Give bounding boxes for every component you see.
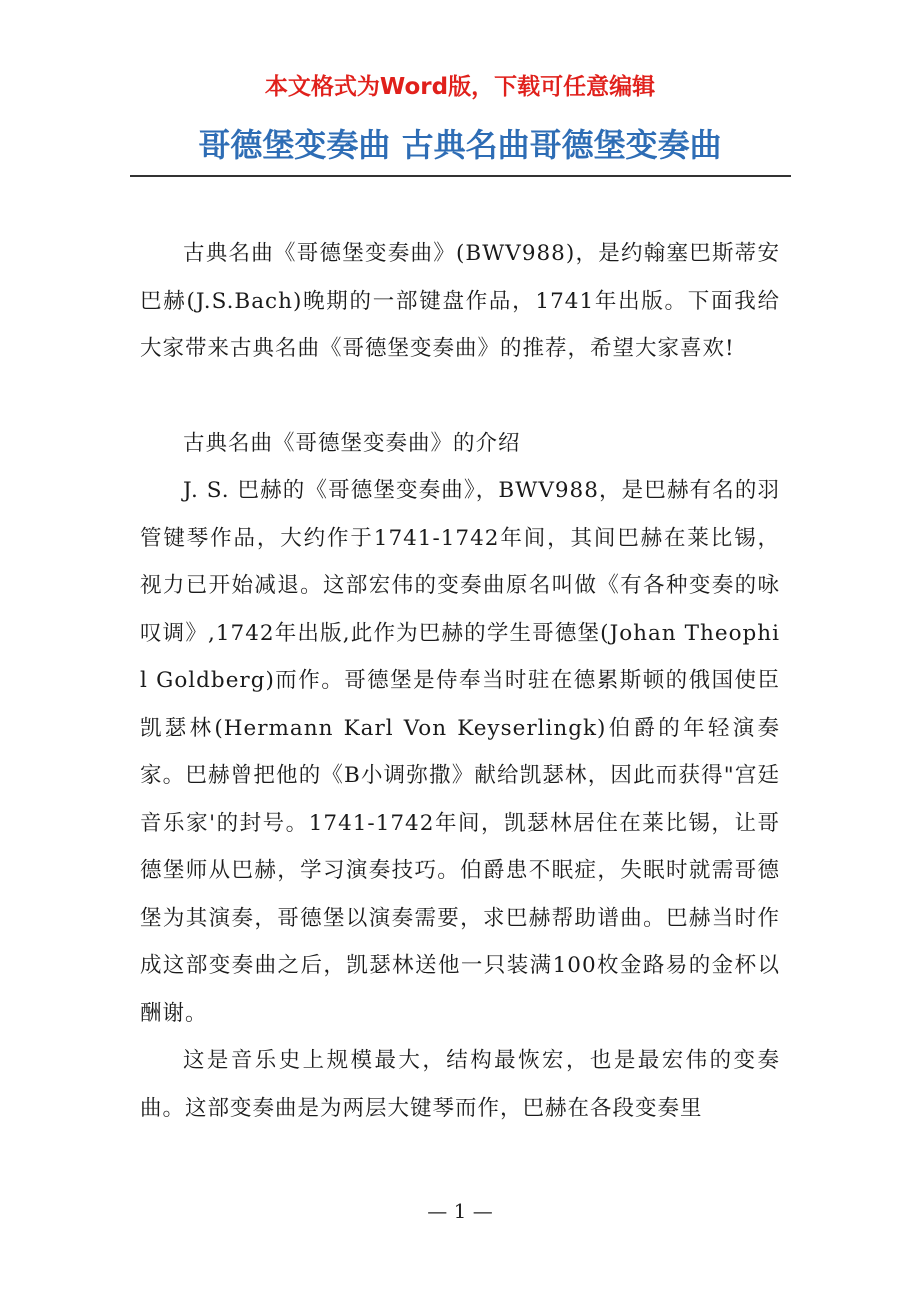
page-number: — 1 — [427,1199,493,1223]
intro-paragraph: 古典名曲《哥德堡变奏曲》(BWV988)，是约翰塞巴斯蒂安巴赫(J.S.Bach)晚期的一部键盘作品，1741年出版。下面我给大家带来古典名曲《哥德堡变奏曲》的推荐，希望大家喜欢! [140,241,780,361]
document-body [140,230,780,1132]
section-heading: 古典名曲《哥德堡变奏曲》的介绍 [183,430,521,456]
body-paragraph-2: 这是音乐史上规模最大，结构最恢宏，也是最宏伟的变奏曲。这部变奏曲是为两层大键琴而作，巴赫在各段变奏里 [140,1048,780,1121]
page-title: 哥德堡变奏曲 古典名曲哥德堡变奏曲 [198,126,722,164]
title-divider [130,175,791,177]
paragraph-spacer [140,373,780,420]
format-notice: 本文格式为Word版，下载可任意编辑 [264,74,656,100]
body-paragraph-1: J. S. 巴赫的《哥德堡变奏曲》，BWV988，是巴赫有名的羽管键琴作品，大约作于1741-1742年间，其间巴赫在莱比锡，视力已开始减退。这部宏伟的变奏曲原名叫做《有各种变奏的咏叹调》,1742年出版,此作为巴赫的学生哥德堡(Johan Theophil Goldberg)而作。哥德堡是侍奉当时驻在德累斯顿的俄国使臣凯瑟林(Hermann Karl Von Keyserlingk)伯爵的年轻演奏家。巴赫曾把他的《B小调弥撒》献给凯瑟林，因此而获得"宫廷音乐家'的封号。1741-1742年间，凯瑟林居住在莱比锡，让哥德堡师从巴赫，学习演奏技巧。伯爵患不眠症，失眠时就需哥德堡为其演奏，哥德堡以演奏需要，求巴赫帮助谱曲。巴赫当时作成这部变奏曲之后，凯瑟林送他一只装满100枚金路易的金杯以酬谢。 [140,478,780,1026]
